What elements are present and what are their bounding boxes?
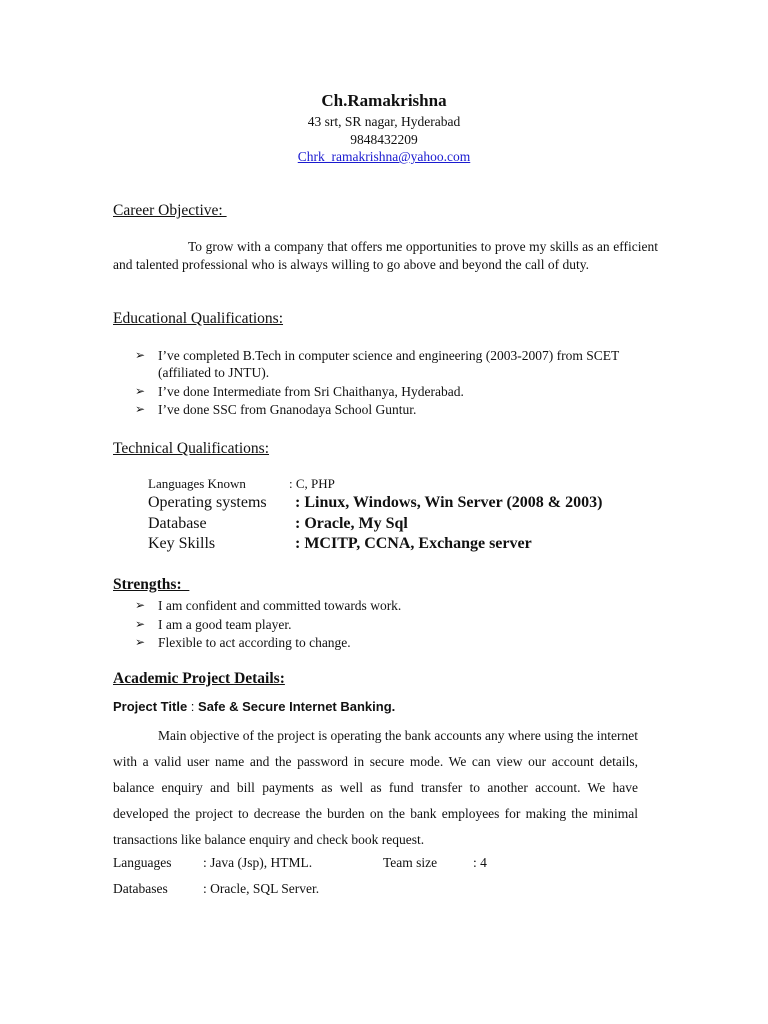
technical-heading: Technical Qualifications:: [113, 440, 270, 457]
team-size-value: : 4: [473, 855, 487, 870]
strength-item-text: Flexible to act according to change.: [158, 635, 351, 650]
list-item: [135, 597, 648, 614]
database-value: : Oracle, My Sql: [295, 515, 408, 532]
project-title-value: Safe & Secure Internet Banking.: [198, 699, 396, 714]
project-title-label: Project Title: [113, 699, 188, 714]
arrow-bullet-icon: ➢: [135, 598, 146, 612]
phone-number: 9848432209: [350, 132, 418, 147]
project-heading: Academic Project Details:: [113, 670, 285, 687]
project-languages-label: Languages: [113, 855, 172, 870]
key-skills-value: : MCITP, CCNA, Exchange server: [295, 535, 532, 552]
languages-known-value: : C, PHP: [289, 476, 335, 491]
career-objective-body: To grow with a company that offers me opportunities to prove my skills as an efficient and talented professional who is always willing to go above and beyond the call of duty.: [113, 239, 658, 272]
strength-item-text: I am confident and committed towards work.: [158, 598, 402, 613]
education-item-text: I’ve done Intermediate from Sri Chaithanya, Hyderabad.: [158, 383, 464, 399]
list-item: [135, 401, 648, 418]
list-item: [135, 347, 648, 381]
email-link[interactable]: Chrk_ramakrishna@yahoo.com: [297, 149, 471, 164]
key-skills-label: Key Skills: [148, 535, 216, 552]
education-item-text: I’ve done SSC from Gnanodaya School Guntur.: [158, 402, 417, 417]
arrow-bullet-icon: ➢: [135, 348, 146, 362]
list-item: [135, 383, 648, 400]
os-value: : Linux, Windows, Win Server (2008 & 2003): [295, 494, 603, 511]
arrow-bullet-icon: ➢: [135, 635, 146, 649]
list-item: [135, 616, 648, 633]
database-label: Database: [148, 515, 207, 532]
career-objective-heading: Career Objective:: [113, 202, 227, 219]
arrow-bullet-icon: ➢: [135, 383, 146, 398]
project-description-text: Main objective of the project is operating the bank accounts any where using the internet with a valid user name and the password in secure mode. We can view our account details, balance enquiry and bill payments as well as fund transfer to another account. We have developed the project to decrease the burden on the bank employees for making the minimal transactions like balance enquiry and check book request.: [113, 728, 638, 847]
languages-known-row: [148, 476, 335, 492]
database-row: [148, 515, 408, 533]
team-size-label: Team size: [383, 855, 438, 870]
project-description: [113, 723, 638, 853]
education-item-text: I’ve completed B.Tech in computer science and engineering (2003-2007) from SCET (affiliated to JNTU).: [158, 348, 620, 380]
career-objective-text: [113, 238, 658, 274]
os-label: Operating systems: [148, 494, 267, 511]
project-databases-label: Databases: [113, 881, 168, 896]
languages-known-label: Languages Known: [148, 476, 246, 491]
key-skills-row: [148, 535, 532, 553]
candidate-name: Ch.Ramakrishna: [321, 91, 447, 110]
project-title-row: [113, 699, 395, 714]
strengths-list: [135, 597, 648, 653]
strengths-heading: Strengths:: [113, 576, 190, 593]
address: 43 srt, SR nagar, Hyderabad: [307, 114, 461, 129]
education-list: [135, 347, 648, 420]
strength-item-text: I am a good team player.: [158, 616, 292, 632]
arrow-bullet-icon: ➢: [135, 616, 146, 631]
project-title-colon: :: [187, 699, 199, 714]
education-heading: Educational Qualifications:: [113, 310, 284, 327]
project-databases-value: : Oracle, SQL Server.: [203, 881, 320, 896]
list-item: [135, 634, 648, 651]
os-row: [148, 494, 603, 512]
project-languages-value: : Java (Jsp), HTML.: [203, 855, 313, 870]
arrow-bullet-icon: ➢: [135, 402, 146, 416]
